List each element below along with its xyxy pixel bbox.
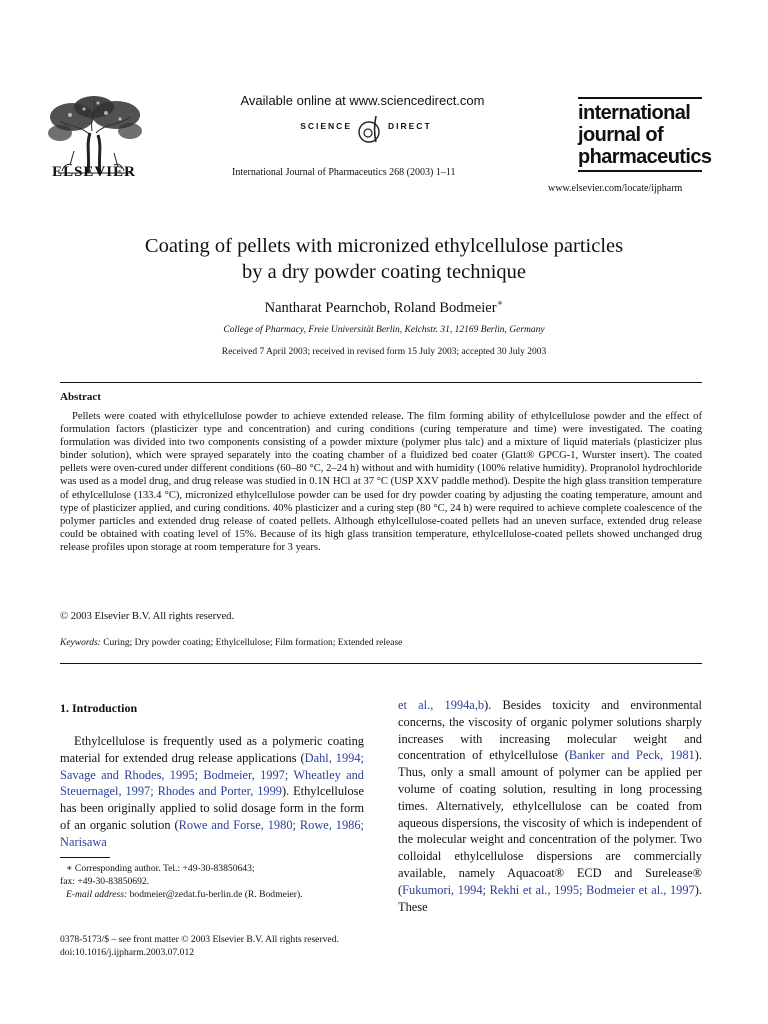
text-run: Ethylcellulose is frequently used as a polymeric coating material for extended drug release applications ( [60, 734, 364, 765]
sciencedirect-logo-icon [270, 112, 470, 146]
publisher-name: ELSEVIER [52, 164, 136, 180]
abstract-heading: Abstract [60, 391, 101, 403]
abstract-text: Pellets were coated with ethylcellulose powder to achieve extended release. The film forming ability of ethylcellulose powder and the effect of formulation factors (plasticizer type and concentration) and curing conditions (curing temperature and time) were investigated. The coating formulation was divided into two components consisting of a powder mixture (polymer plus talc) and a mixture of liquid materials (plasticizer plus binder solution), which were sprayed separately into the coating chamber of a fluidized bed coater (Glatt® GPCG-1, Wurster insert). The coated pellets were oven-cured under different conditions (60–80 °C, 2–24 h) without and with humidity (100% relative humidity). Propranolol hydrochloride was used as a model drug, and drug release was studied in 0.1N HCl at 37 °C (USP XXV paddle method). Despite the high glass transition temperature of ethylcellulose (133.4 °C), micronized ethylcellulose powder can be used for dry powder coating by adjusting the coating temperature, amount and type of plasticizer applied, and curing conditions. 40% plasticizer and a curing step (80 °C, 24 h) were required to achieve complete coalescence of the polymer particles and extended drug release of coated pellets. Although ethylcellulose-coated pellets had an uneven surface, extended drug release could be obtained with coating level of 15%. Because of its high glass transition temperature, ethylcellulose-coated pellets showed unchanged drug release profiles upon storage at room temperature for 3 years. [60, 411, 702, 553]
article-title-line: Coating of pellets with micronized ethylcellulose particles [144, 235, 624, 257]
author-names: Nantharat Pearnchob, Roland Bodmeier [264, 299, 497, 316]
doi-line[interactable]: doi:10.1016/j.ijpharm.2003.07.012 [60, 947, 195, 959]
sciencedirect-d-icon [354, 112, 386, 146]
received-dates: Received 7 April 2003; received in revised form 15 July 2003; accepted 30 July 2003 [221, 347, 547, 357]
footnote [60, 862, 370, 902]
citation-link[interactable]: et al., 1994a,b [398, 698, 485, 712]
keywords-label: Keywords: [60, 638, 101, 648]
right-column [398, 697, 702, 915]
sciencedirect-left-word: SCIENCE [300, 121, 352, 131]
citation-link[interactable]: Banker and Peck, 1981 [568, 748, 695, 763]
sciencedirect-right-word: DIRECT [388, 121, 432, 131]
copyright: © 2003 Elsevier B.V. All rights reserved. [60, 611, 235, 622]
email-address[interactable]: bodmeier@zedat.fu-berlin.de (R. Bodmeier). [129, 889, 303, 901]
left-column [60, 733, 364, 851]
keywords [60, 638, 402, 648]
footnote-line: ∗ Corresponding author. Tel.: +49-30-83850643; [66, 863, 255, 874]
footnote-divider [60, 857, 110, 858]
journal-url-link[interactable]: www.elsevier.com/locate/ijpharm [548, 183, 683, 194]
keywords-list: Curing; Dry powder coating; Ethylcellulose; Film formation; Extended release [103, 638, 403, 648]
page-footer [60, 933, 339, 959]
authors [60, 298, 708, 317]
divider [60, 663, 702, 664]
paragraph [60, 733, 364, 851]
article-title-line: by a dry powder coating technique [241, 261, 527, 283]
footnote-line: fax: +49-30-83850692. [60, 876, 150, 888]
paragraph [398, 697, 702, 915]
text-run: ). Besides toxicity and environmental concerns, the viscosity of organic polymer solutions sharply increases with increasing molecular weight and concentration of ethylcellulose ( [398, 698, 702, 763]
issn-line: 0378-5173/$ – see front matter © 2003 Elsevier B.V. All rights reserved. [60, 934, 339, 945]
journal-reference: International Journal of Pharmaceutics 268 (2003) 1–11 [232, 167, 456, 178]
corresponding-author-mark[interactable]: ∗ [496, 298, 504, 309]
citation-link[interactable]: Rowe and Forse, 1980; Rowe, 1986; Narisawa [60, 817, 364, 849]
text-run: ). Ethylcellulose has been originally applied to solid dosage form in the form of an organic solution ( [60, 784, 364, 832]
section-heading: 1. Introduction [60, 701, 138, 715]
divider [60, 382, 702, 383]
available-online-text: Available online at www.sciencedirect.com [240, 93, 485, 108]
journal-title-line: pharmaceutics [578, 146, 712, 168]
citation-link[interactable]: Fukumori, 1994; Rekhi et al., 1995; Bodmeier et al., 1997 [402, 882, 695, 897]
footnote-email-line [60, 888, 370, 901]
text-run: ). These [398, 882, 702, 914]
journal-title-line: journal of [578, 124, 664, 146]
abstract-body [60, 410, 702, 554]
citation-link[interactable]: Dahl, 1994; Savage and Rhodes, 1995; Bodmeier, 1997; Wheatley and Steuernagel, 1997; Rhodes and Porter, 1999 [60, 750, 364, 799]
article-title [60, 233, 708, 285]
affiliation: College of Pharmacy, Freie Universität Berlin, Kelchstr. 31, 12169 Berlin, Germany [223, 325, 545, 335]
journal-title-block [578, 97, 712, 172]
email-label: E-mail address: [66, 889, 128, 901]
text-run: ). Thus, only a small amount of polymer can be applied per volume of coating solution, resulting in long processing times. Alternatively, ethylcellulose can be coated from aqueous dispersions, the viscosity of which is independent of the molecular weight and concentration of the polymer. Two colloidal ethylcellulose dispersions are commercially available, namely Aquacoat® ECD and Surelease® ( [398, 748, 702, 897]
journal-title-line: international [578, 102, 691, 124]
